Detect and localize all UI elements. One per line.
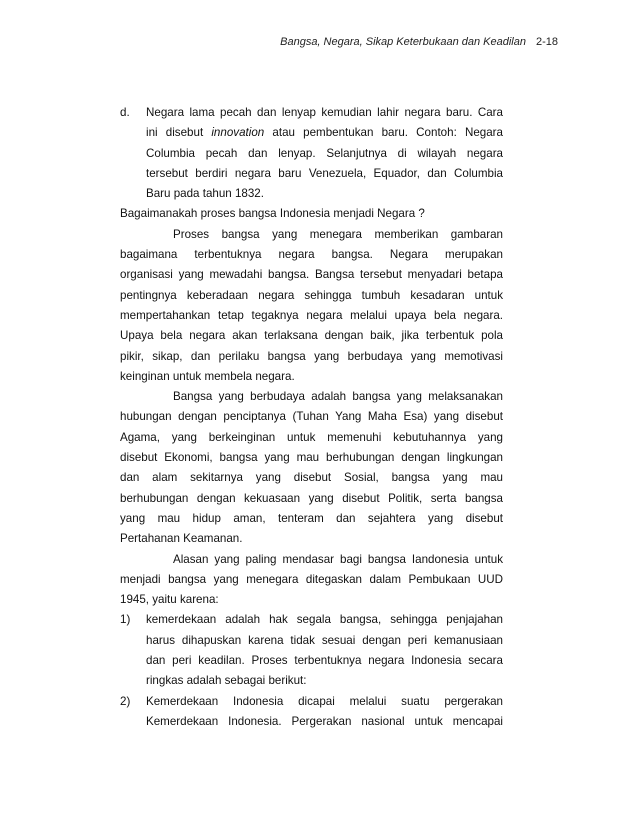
paragraph-line bbox=[120, 245, 503, 265]
paragraph-line bbox=[120, 407, 503, 427]
item-d-line bbox=[120, 144, 503, 164]
list-item-line bbox=[120, 610, 503, 630]
paragraph-line bbox=[120, 265, 503, 285]
paragraph-line bbox=[120, 306, 503, 326]
paragraph-line bbox=[120, 590, 503, 610]
paragraph-line bbox=[120, 550, 503, 570]
page-header bbox=[280, 36, 558, 48]
text-line: berhubungan dengan kekuasaan yang disebut Politik, serta bangsa bbox=[120, 491, 503, 505]
text-line: Kemerdekaan Indonesia dicapai melalui suatu pergerakan bbox=[146, 694, 503, 708]
paragraph-line bbox=[120, 367, 503, 387]
text-line: Proses bangsa yang menegara memberikan gambaran bbox=[173, 227, 503, 241]
text-line: menjadi bangsa yang menegara ditegaskan dalam Pembukaan UUD bbox=[120, 572, 503, 586]
paragraph-line bbox=[120, 347, 503, 367]
text-line: Negara lama pecah dan lenyap kemudian lahir negara baru. Cara bbox=[146, 106, 503, 119]
list-item-line bbox=[120, 671, 503, 691]
paragraph-line bbox=[120, 286, 503, 306]
text-line: Baru pada tahun 1832. bbox=[146, 187, 264, 201]
paragraph-line bbox=[120, 509, 503, 529]
text-line: ringkas adalah sebagai berikut: bbox=[146, 674, 307, 688]
body-text bbox=[120, 103, 503, 732]
text-line: pikir, sikap, dan perilaku bangsa yang berbudaya yang memotivasi bbox=[120, 349, 503, 363]
text-line: disebut Ekonomi, bangsa yang mau berhubungan dengan lingkungan bbox=[120, 451, 503, 465]
text-line: tersebut berdiri negara baru Venezuela, Equador, dan Columbia bbox=[146, 166, 503, 180]
paragraph-line bbox=[120, 570, 503, 590]
text-line: pentingnya keberadaan negara sehingga tumbuh kesadaran untuk bbox=[120, 288, 503, 302]
paragraph-line bbox=[120, 448, 503, 468]
text-line: Upaya bela negara akan terlaksana dengan baik, jika terbentuk pola bbox=[120, 329, 503, 343]
text-line: dan peri keadilan. Proses terbentuknya negara Indonesia secara bbox=[146, 654, 503, 668]
list-item-line bbox=[120, 651, 503, 671]
text-line: organisasi yang mewadahi bangsa. Bangsa tersebut menyadari betapa bbox=[120, 268, 503, 282]
paragraph-line bbox=[120, 428, 503, 448]
item-d-line bbox=[120, 103, 503, 123]
paragraph-line bbox=[120, 489, 503, 509]
section-question bbox=[120, 204, 503, 224]
running-title: Bangsa, Negara, Sikap Keterbukaan dan Keadilan bbox=[280, 36, 526, 48]
italic-term: innovation bbox=[211, 126, 265, 140]
text-line: Bagaimanakah proses bangsa Indonesia menjadi Negara ? bbox=[120, 207, 425, 221]
list-marker: 2) bbox=[120, 694, 131, 708]
text-line: harus dihapuskan karena tidak sesuai dengan peri kemanusiaan bbox=[146, 633, 503, 647]
paragraph-line bbox=[120, 326, 503, 346]
paragraph-line bbox=[120, 468, 503, 488]
paragraph-line bbox=[120, 387, 503, 407]
text-line: Columbia pecah dan lenyap. Selanjutnya di wilayah negara bbox=[146, 146, 503, 160]
text-line: keinginan untuk membela negara. bbox=[120, 369, 295, 383]
text-line: dan alam sekitarnya yang disebut Sosial, bangsa yang mau bbox=[120, 471, 503, 485]
item-d-line bbox=[120, 184, 503, 204]
list-item-line bbox=[120, 712, 503, 732]
text-line: Bangsa yang berbudaya adalah bangsa yang melaksanakan bbox=[173, 390, 503, 404]
item-d-marker: d. bbox=[120, 106, 130, 119]
list-item-line bbox=[120, 692, 503, 712]
list-marker: 1) bbox=[120, 613, 131, 627]
text-line: 1945, yaitu karena: bbox=[120, 593, 219, 607]
text-line: Kemerdekaan Indonesia. Pergerakan nasional untuk mencapai bbox=[146, 714, 503, 728]
paragraph-line bbox=[120, 529, 503, 549]
list-item-line bbox=[120, 631, 503, 651]
text-line: ini disebut bbox=[146, 126, 204, 140]
text-line: Agama, yang berkeinginan untuk memenuhi kebutuhannya yang bbox=[120, 430, 503, 444]
paragraph-line bbox=[120, 225, 503, 245]
text-line: kemerdekaan adalah hak segala bangsa, sehingga penjajahan bbox=[146, 613, 503, 627]
text-line: atau pembentukan baru. Contoh: Negara bbox=[272, 126, 503, 140]
text-line: Pertahanan Keamanan. bbox=[120, 532, 243, 546]
text-line: yang mau hidup aman, tenteram dan sejahtera yang disebut bbox=[120, 511, 503, 525]
item-d-line bbox=[120, 123, 503, 143]
text-line: mempertahankan tetap tegaknya negara melalui upaya bela negara. bbox=[120, 308, 503, 322]
page-number: 2-18 bbox=[535, 36, 558, 48]
item-d-line bbox=[120, 164, 503, 184]
text-line: bagaimana terbentuknya negara bangsa. Negara merupakan bbox=[120, 248, 503, 262]
text-line: Alasan yang paling mendasar bagi bangsa Iandonesia untuk bbox=[173, 552, 503, 566]
text-line: hubungan dengan penciptanya (Tuhan Yang Maha Esa) yang disebut bbox=[120, 410, 503, 424]
